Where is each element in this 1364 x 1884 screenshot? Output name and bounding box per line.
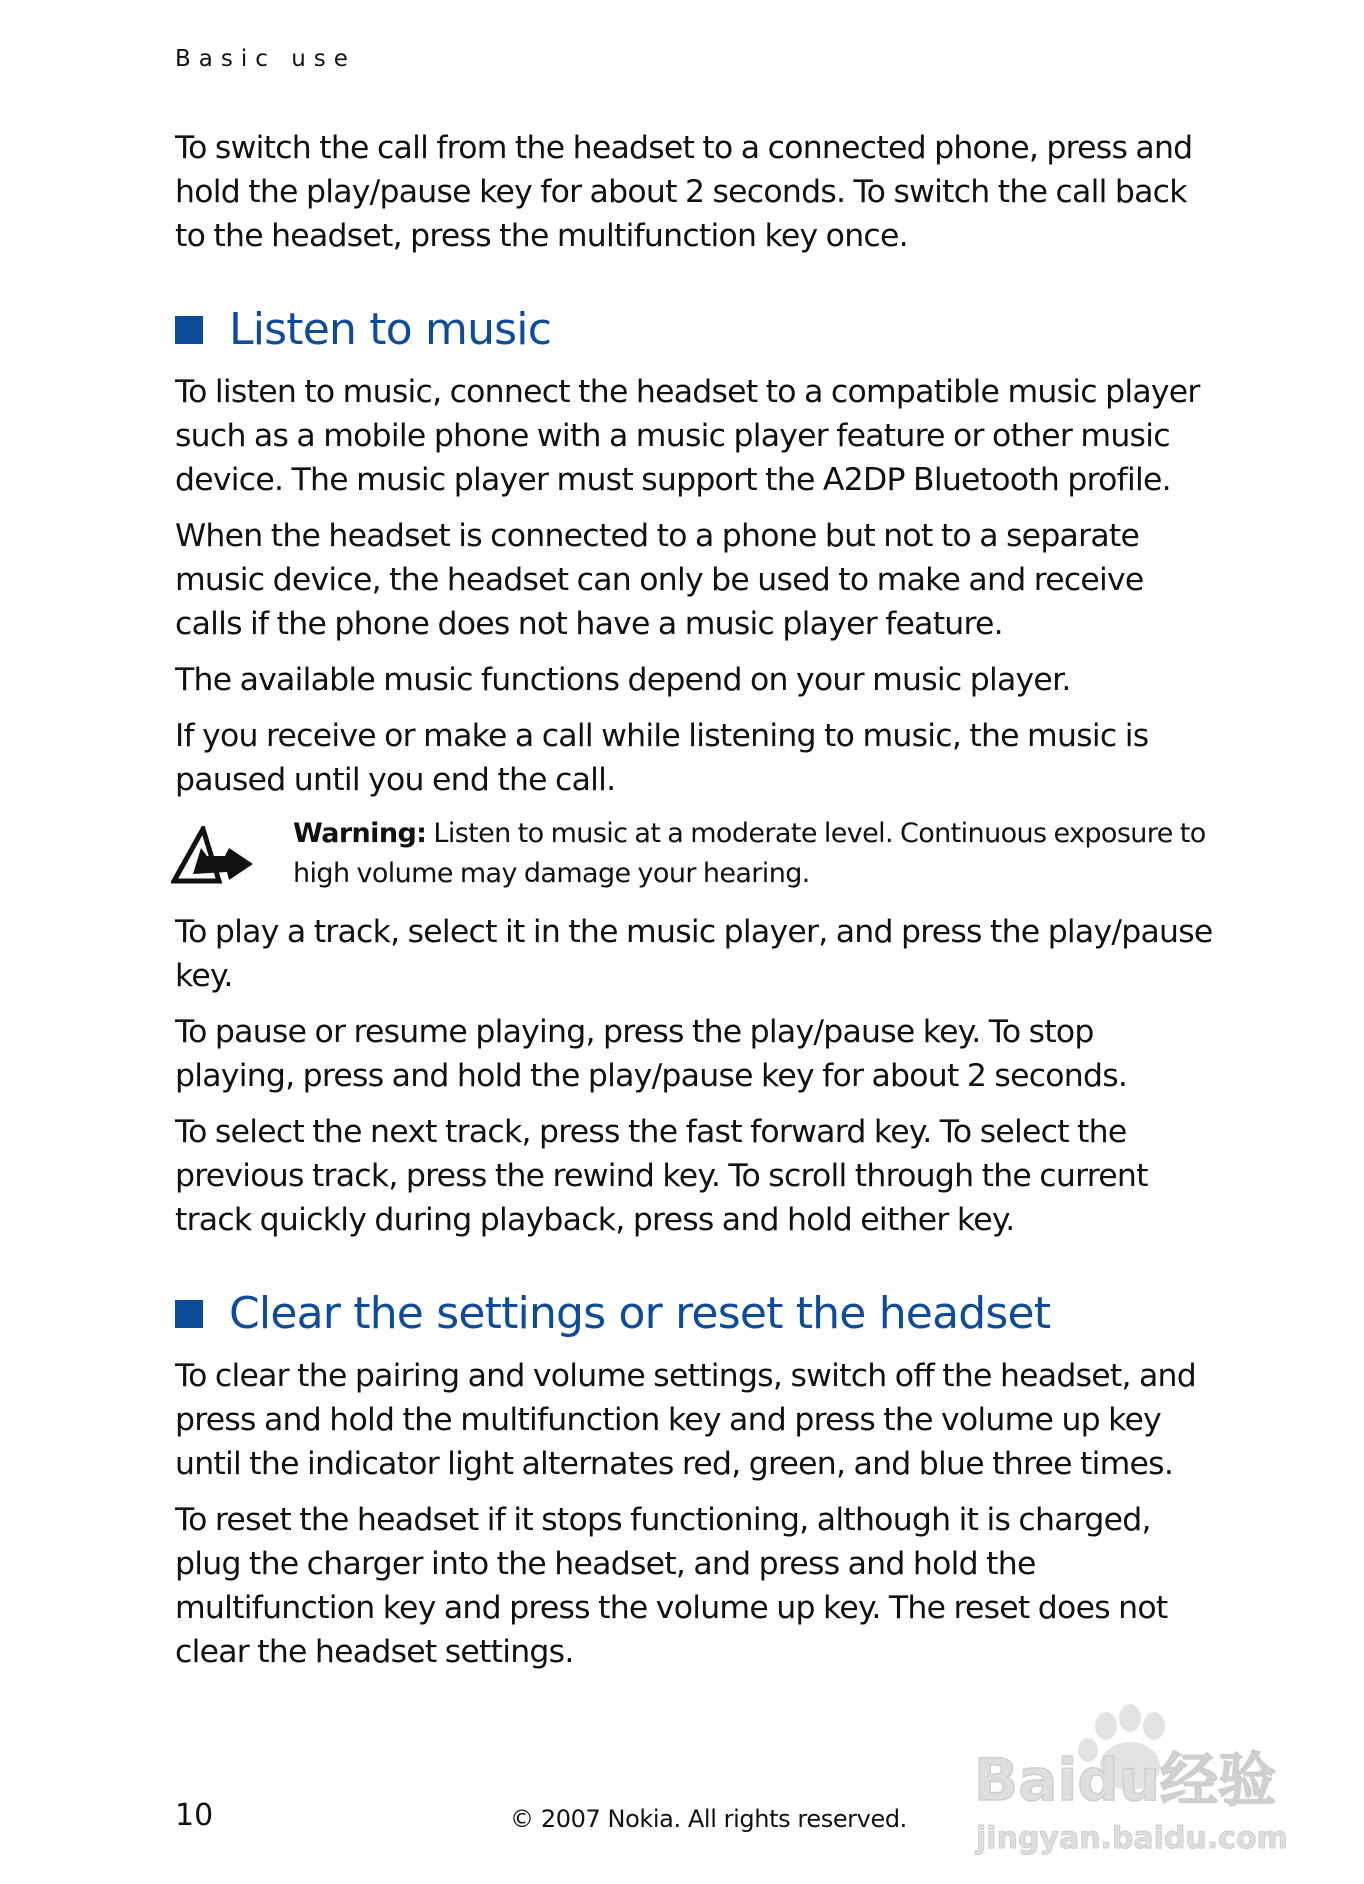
- music-paragraph-2: When the headset is connected to a phone but not to a separate music device, the headset can only be used to make and receive calls if the phone does not have a music player feature.: [175, 518, 1144, 642]
- music-paragraph-6: To pause or resume playing, press the play/pause key. To stop playing, press and hold the play/pause key for about 2 seconds.: [175, 1014, 1128, 1094]
- warning-text: [293, 814, 1215, 894]
- music-paragraph-3: The available music functions depend on your music player.: [175, 662, 1071, 698]
- section-title: Clear the settings or reset the headset: [229, 1288, 1051, 1339]
- heading-square-bullet: [175, 316, 203, 344]
- music-paragraph-4: If you receive or make a call while listening to music, the music is paused until you end the call.: [175, 718, 1149, 798]
- music-paragraph-5: To play a track, select it in the music player, and press the play/pause key.: [175, 914, 1213, 994]
- copyright-notice: © 2007 Nokia. All rights reserved.: [510, 1805, 907, 1833]
- section-heading-listen-to-music: [175, 300, 1215, 360]
- section-heading-clear-settings: [175, 1284, 1215, 1344]
- warning-body: Listen to music at a moderate level. Continuous exposure to high volume may damage your hearing.: [293, 818, 1206, 889]
- warning-note: [175, 814, 1215, 894]
- warning-label: Warning:: [293, 818, 427, 849]
- section-title: Listen to music: [229, 304, 552, 355]
- music-paragraph-7: To select the next track, press the fast forward key. To select the previous track, press the rewind key. To scroll through the current track quickly during playback, press and hold either key.: [175, 1114, 1148, 1238]
- baidu-watermark-logo: [968, 1688, 1288, 1858]
- intro-paragraph: To switch the call from the headset to a connected phone, press and hold the play/pause key for about 2 seconds. To switch the call back to the headset, press the multifunction key once.: [175, 130, 1193, 254]
- music-paragraph-1: To listen to music, connect the headset to a compatible music player such as a mobile phone with a music player feature or other music device. The music player must support the A2DP Bluetooth profile.: [175, 374, 1200, 498]
- page-number: 10: [175, 1798, 214, 1833]
- reset-paragraph-2: To reset the headset if it stops functioning, although it is charged, plug the charger into the headset, and press and hold the multifunction key and press the volume up key. The reset does not clear the headset settings.: [175, 1502, 1168, 1670]
- watermark-brand: Baidu经验: [974, 1746, 1277, 1814]
- heading-square-bullet: [175, 1300, 203, 1328]
- watermark-url: jingyan.baidu.com: [976, 1821, 1288, 1856]
- running-header: Basic use: [175, 46, 356, 72]
- page-content: [175, 126, 1215, 1686]
- reset-paragraph-1: To clear the pairing and volume settings, switch off the headset, and press and hold the multifunction key and press the volume up key until the indicator light alternates red, green, and blue three times.: [175, 1358, 1197, 1482]
- warning-hand-icon: [171, 826, 271, 890]
